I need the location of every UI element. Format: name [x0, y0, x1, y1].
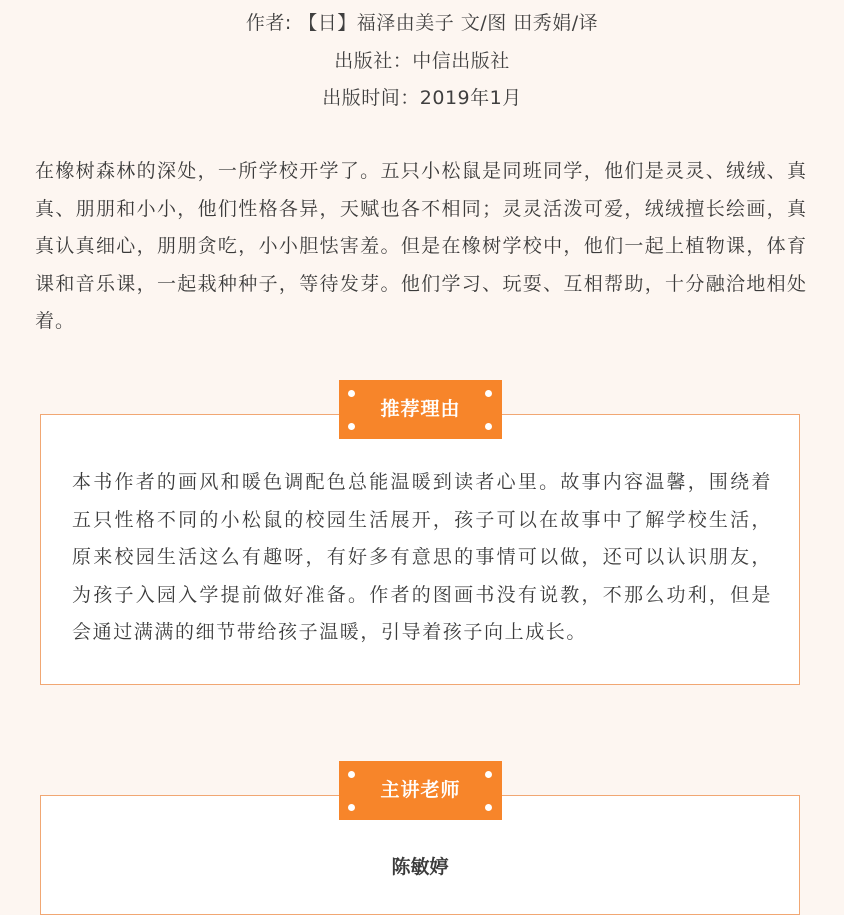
book-summary: 在橡树森林的深处，一所学校开学了。五只小松鼠是同班同学，他们是灵灵、绒绒、真真、朋朋和小小，他们性格各异，天赋也各不相同；灵灵活泼可爱，绒绒擅长绘画，真真认真细心，朋朋贪吃，小小胆怯害羞。但是在橡树学校中，他们一起上植物课，体育课和音乐课，一起栽种种子，等待发芽。他们学习、玩耍、互相帮助，十分融洽地相处着。 — [35, 160, 807, 332]
author-line: 作者: 【日】福泽由美子 文/图 田秀娟/译 — [245, 12, 599, 34]
publisher-line: 出版社：中信出版社 — [334, 50, 510, 72]
recommendation-text: 本书作者的画风和暖色调配色总能温暖到读者心里。故事内容温馨，围绕着五只性格不同的小松鼠的校园生活展开，孩子可以在故事中了解学校生活，原来校园生活这么有趣呀，有好多有意思的事情可以做，还可以认识朋友，为孩子入园入学提前做好准备。作者的图画书没有说教，不那么功利，但是会通过满满的细节带给孩子温暖，引导着孩子向上成长。 — [72, 471, 772, 643]
recommendation-card — [40, 414, 800, 685]
badge-dot-icon — [485, 423, 492, 430]
badge-dot-icon — [485, 771, 492, 778]
badge-dot-icon — [348, 804, 355, 811]
teacher-name: 陈敏婷 — [391, 856, 449, 878]
badge-dot-icon — [348, 423, 355, 430]
teacher-badge — [339, 761, 502, 820]
badge-dot-icon — [348, 771, 355, 778]
badge-dot-icon — [485, 804, 492, 811]
badge-dot-icon — [348, 390, 355, 397]
publish-date-line: 出版时间：2019年1月 — [322, 87, 522, 109]
recommendation-title: 推荐理由 — [380, 398, 461, 420]
teacher-title: 主讲老师 — [380, 779, 461, 801]
recommendation-badge — [339, 380, 502, 439]
badge-dot-icon — [485, 390, 492, 397]
